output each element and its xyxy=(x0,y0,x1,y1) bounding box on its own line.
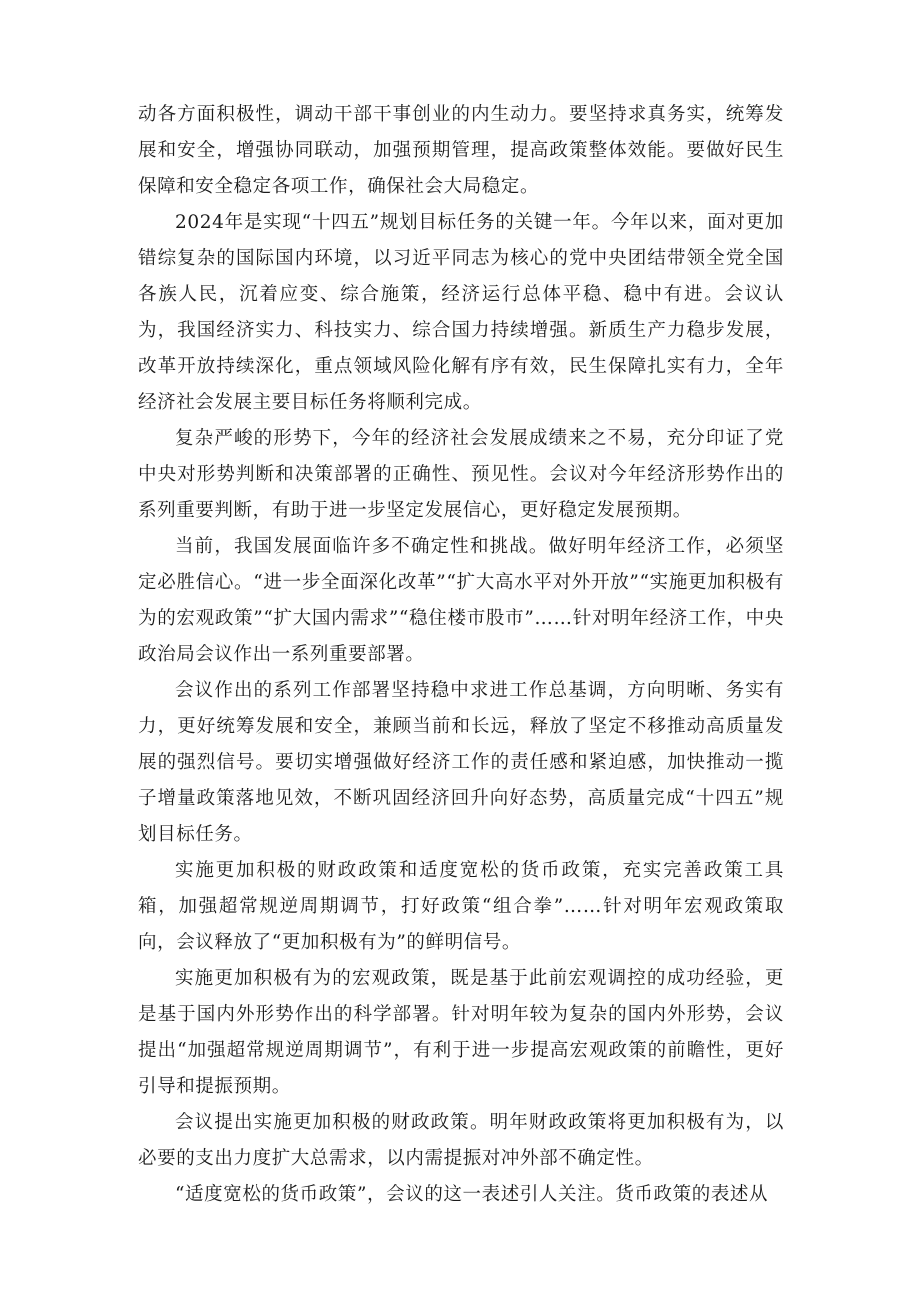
paragraph-1: 动各方面积极性，调动干部干事创业的内生动力。要坚持求真务实，统筹发展和安全，增强协同联动，加强预期管理，提高政策整体效能。要做好民生保障和安全稳定各项工作，确保社会大局稳定。 xyxy=(138,104,784,197)
paragraph-4: 当前，我国发展面临许多不确定性和挑战。做好明年经济工作，必须坚定必胜信心。“进一步全面深化改革”“扩大高水平对外开放”“实施更加积极有为的宏观政策”“扩大国内需求”“稳住楼市股市”……针对明年经济工作，中央政治局会议作出一系列重要部署。 xyxy=(138,536,784,665)
paragraph-5: 会议作出的系列工作部署坚持稳中求进工作总基调，方向明晰、务实有力，更好统筹发展和安全，兼顾当前和长远，释放了坚定不移推动高质量发展的强烈信号。要切实增强做好经济工作的责任感和紧迫感，加快推动一揽子增量政策落地见效，不断巩固经济回升向好态势，高质量完成“十四五”规划目标任务。 xyxy=(138,680,784,845)
paragraph-7: 实施更加积极有为的宏观政策，既是基于此前宏观调控的成功经验，更是基于国内外形势作出的科学部署。针对明年较为复杂的国内外形势，会议提出“加强超常规逆周期调节”，有利于进一步提高宏观政策的前瞻性，更好引导和提振预期。 xyxy=(138,968,784,1097)
paragraph-8: 会议提出实施更加积极的财政政策。明年财政政策将更加积极有为，以必要的支出力度扩大总需求，以内需提振对冲外部不确定性。 xyxy=(138,1112,784,1169)
paragraph-3: 复杂严峻的形势下，今年的经济社会发展成绩来之不易，充分印证了党中央对形势判断和决策部署的正确性、预见性。会议对今年经济形势作出的系列重要判断，有助于进一步坚定发展信心，更好稳定发展预期。 xyxy=(138,428,784,521)
article-body xyxy=(138,97,784,1213)
paragraph-9: “适度宽松的货币政策”，会议的这一表述引人关注。货币政策的表述从 xyxy=(175,1184,769,1205)
paragraph-2: 2024年是实现“十四五”规划目标任务的关键一年。今年以来，面对更加错综复杂的国际国内环境，以习近平同志为核心的党中央团结带领全党全国各族人民，沉着应变、综合施策，经济运行总体平稳、稳中有进。会议认为，我国经济实力、科技实力、综合国力持续增强。新质生产力稳步发展，改革开放持续深化，重点领域风险化解有序有效，民生保障扎实有力，全年经济社会发展主要目标任务将顺利完成。 xyxy=(138,212,784,413)
paragraph-6: 实施更加积极的财政政策和适度宽松的货币政策，充实完善政策工具箱，加强超常规逆周期调节，打好政策“组合拳”……针对明年宏观政策取向，会议释放了“更加积极有为”的鲜明信号。 xyxy=(138,860,784,953)
